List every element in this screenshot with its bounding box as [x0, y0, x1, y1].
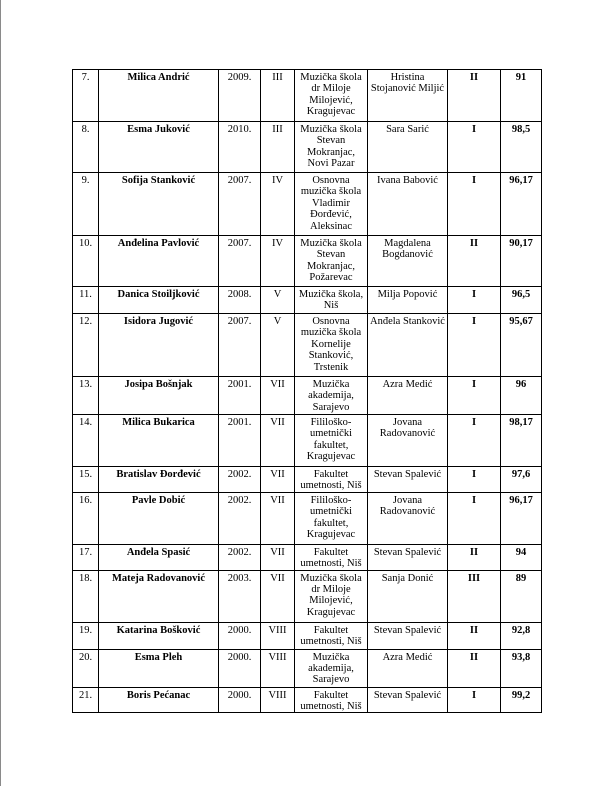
- award: II: [448, 649, 501, 687]
- teacher: Azra Medić: [368, 649, 448, 687]
- participant-name: Katarina Bošković: [99, 622, 219, 649]
- points: 96,17: [501, 173, 542, 236]
- school: Fakultet umetnosti, Niš: [295, 467, 368, 493]
- birth-year: 2002.: [219, 467, 261, 493]
- birth-year: 2003.: [219, 570, 261, 622]
- teacher: Jovana Radovanović: [368, 415, 448, 467]
- school: Muzička škola dr Miloje Milojević, Kragujevac: [295, 70, 368, 122]
- points: 97,6: [501, 467, 542, 493]
- teacher: Stevan Spalević: [368, 544, 448, 570]
- birth-year: 2007.: [219, 236, 261, 287]
- points: 93,8: [501, 649, 542, 687]
- table-row: [73, 287, 542, 314]
- award: I: [448, 287, 501, 314]
- participant-name: Esma Juković: [99, 122, 219, 173]
- row-number: 14.: [73, 415, 99, 467]
- grade: VIII: [261, 622, 295, 649]
- grade: VIII: [261, 687, 295, 713]
- school: Osnovna muzička škola Vladimir Đorđević, Aleksinac: [295, 173, 368, 236]
- points: 98,17: [501, 415, 542, 467]
- table-row: [73, 122, 542, 173]
- teacher: Ivana Babović: [368, 173, 448, 236]
- award: II: [448, 70, 501, 122]
- table-row: [73, 687, 542, 713]
- row-number: 20.: [73, 649, 99, 687]
- teacher: Anđela Stanković: [368, 314, 448, 377]
- birth-year: 2000.: [219, 687, 261, 713]
- grade: V: [261, 314, 295, 377]
- table-row: [73, 492, 542, 544]
- results-table: [72, 69, 542, 713]
- grade: VII: [261, 377, 295, 415]
- birth-year: 2002.: [219, 544, 261, 570]
- table-row: [73, 544, 542, 570]
- award: I: [448, 314, 501, 377]
- participant-name: Sofija Stanković: [99, 173, 219, 236]
- school: Fakultet umetnosti, Niš: [295, 687, 368, 713]
- points: 95,67: [501, 314, 542, 377]
- row-number: 10.: [73, 236, 99, 287]
- school: Muzička akademija, Sarajevo: [295, 377, 368, 415]
- points: 91: [501, 70, 542, 122]
- participant-name: Mateja Radovanović: [99, 570, 219, 622]
- row-number: 19.: [73, 622, 99, 649]
- grade: IV: [261, 236, 295, 287]
- school: Fililoško-umetnički fakultet, Kragujevac: [295, 492, 368, 544]
- birth-year: 2007.: [219, 173, 261, 236]
- school: Muzička škola Stevan Mokranjac, Požarevac: [295, 236, 368, 287]
- points: 99,2: [501, 687, 542, 713]
- participant-name: Danica Stoiljković: [99, 287, 219, 314]
- award: II: [448, 622, 501, 649]
- table-row: [73, 622, 542, 649]
- row-number: 12.: [73, 314, 99, 377]
- participant-name: Bratislav Đorđević: [99, 467, 219, 493]
- points: 96: [501, 377, 542, 415]
- birth-year: 2001.: [219, 377, 261, 415]
- school: Muzička škola, Niš: [295, 287, 368, 314]
- grade: VII: [261, 570, 295, 622]
- school: Fililoško-umetnički fakultet, Kragujevac: [295, 415, 368, 467]
- table-row: [73, 314, 542, 377]
- participant-name: Josipa Bošnjak: [99, 377, 219, 415]
- points: 90,17: [501, 236, 542, 287]
- row-number: 17.: [73, 544, 99, 570]
- award: II: [448, 544, 501, 570]
- school: Muzička škola dr Miloje Milojević, Kragujevac: [295, 570, 368, 622]
- participant-name: Pavle Dobić: [99, 492, 219, 544]
- grade: VII: [261, 544, 295, 570]
- birth-year: 2007.: [219, 314, 261, 377]
- teacher: Magdalena Bogdanović: [368, 236, 448, 287]
- table-row: [73, 467, 542, 493]
- school: Fakultet umetnosti, Niš: [295, 622, 368, 649]
- teacher: Stevan Spalević: [368, 467, 448, 493]
- table-row: [73, 570, 542, 622]
- row-number: 9.: [73, 173, 99, 236]
- row-number: 21.: [73, 687, 99, 713]
- points: 98,5: [501, 122, 542, 173]
- school: Muzička škola Stevan Mokranjac, Novi Pazar: [295, 122, 368, 173]
- points: 96,5: [501, 287, 542, 314]
- teacher: Sara Sarić: [368, 122, 448, 173]
- grade: VII: [261, 492, 295, 544]
- teacher: Milja Popović: [368, 287, 448, 314]
- birth-year: 2002.: [219, 492, 261, 544]
- participant-name: Milica Andrić: [99, 70, 219, 122]
- participant-name: Isidora Jugović: [99, 314, 219, 377]
- row-number: 15.: [73, 467, 99, 493]
- table-row: [73, 173, 542, 236]
- award: I: [448, 687, 501, 713]
- points: 94: [501, 544, 542, 570]
- school: Muzička akademija, Sarajevo: [295, 649, 368, 687]
- table-row: [73, 70, 542, 122]
- grade: VII: [261, 415, 295, 467]
- teacher: Stevan Spalević: [368, 622, 448, 649]
- participant-name: Anđela Spasić: [99, 544, 219, 570]
- row-number: 13.: [73, 377, 99, 415]
- birth-year: 2001.: [219, 415, 261, 467]
- participant-name: Anđelina Pavlović: [99, 236, 219, 287]
- row-number: 16.: [73, 492, 99, 544]
- teacher: Hristina Stojanović Miljić: [368, 70, 448, 122]
- grade: III: [261, 122, 295, 173]
- row-number: 8.: [73, 122, 99, 173]
- grade: VII: [261, 467, 295, 493]
- row-number: 18.: [73, 570, 99, 622]
- award: I: [448, 492, 501, 544]
- row-number: 11.: [73, 287, 99, 314]
- award: I: [448, 377, 501, 415]
- school: Fakultet umetnosti, Niš: [295, 544, 368, 570]
- award: I: [448, 173, 501, 236]
- award: I: [448, 122, 501, 173]
- teacher: Stevan Spalević: [368, 687, 448, 713]
- award: I: [448, 415, 501, 467]
- award: III: [448, 570, 501, 622]
- birth-year: 2008.: [219, 287, 261, 314]
- school: Osnovna muzička škola Kornelije Stanković, Trstenik: [295, 314, 368, 377]
- birth-year: 2000.: [219, 622, 261, 649]
- teacher: Sanja Donić: [368, 570, 448, 622]
- points: 96,17: [501, 492, 542, 544]
- table-row: [73, 377, 542, 415]
- grade: V: [261, 287, 295, 314]
- points: 92,8: [501, 622, 542, 649]
- participant-name: Milica Bukarica: [99, 415, 219, 467]
- table-row: [73, 649, 542, 687]
- grade: VIII: [261, 649, 295, 687]
- birth-year: 2000.: [219, 649, 261, 687]
- table-row: [73, 236, 542, 287]
- birth-year: 2010.: [219, 122, 261, 173]
- row-number: 7.: [73, 70, 99, 122]
- teacher: Azra Medić: [368, 377, 448, 415]
- award: I: [448, 467, 501, 493]
- points: 89: [501, 570, 542, 622]
- participant-name: Esma Pleh: [99, 649, 219, 687]
- award: II: [448, 236, 501, 287]
- teacher: Jovana Radovanović: [368, 492, 448, 544]
- grade: III: [261, 70, 295, 122]
- results-table-body: [73, 70, 542, 713]
- table-row: [73, 415, 542, 467]
- grade: IV: [261, 173, 295, 236]
- participant-name: Boris Pećanac: [99, 687, 219, 713]
- birth-year: 2009.: [219, 70, 261, 122]
